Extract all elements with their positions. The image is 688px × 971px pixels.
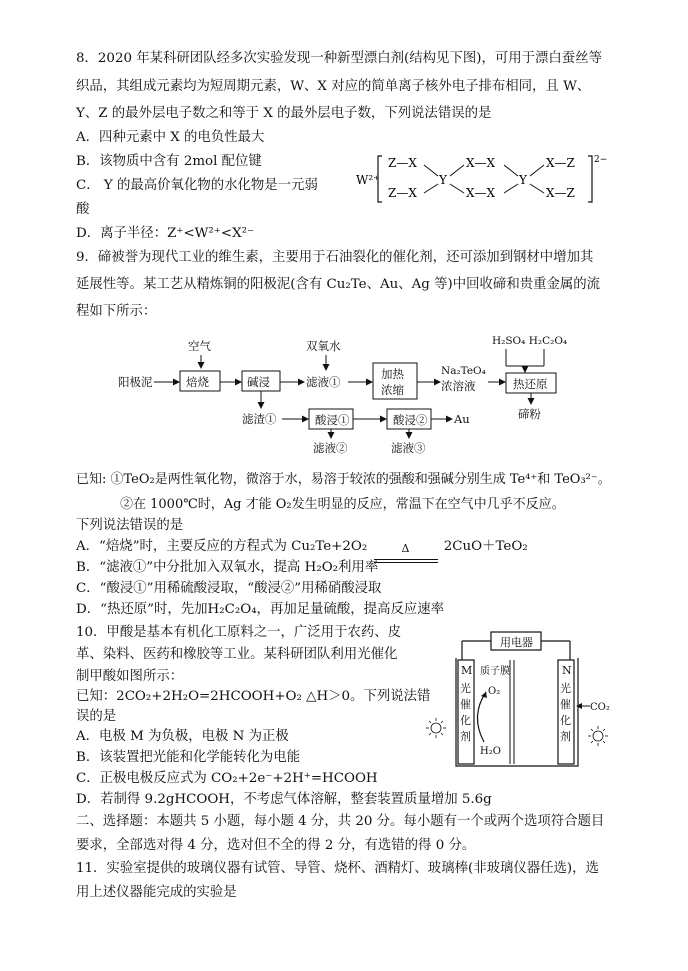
co2-label: CO₂ <box>590 702 610 713</box>
n-char-3: 化 <box>560 714 571 727</box>
struct-mid-top: X—X <box>466 156 496 170</box>
flow-au: Au <box>454 412 470 426</box>
q10-option-c: C．正极电极反应式为 CO₂+2e⁻+2H⁺=HCOOH <box>76 771 378 786</box>
electrode-m-label: M <box>461 664 473 677</box>
q9-option-b: B．“滤液①”中分批加入双氧水，提高 H₂O₂利用率 <box>76 560 379 575</box>
m-char-3: 化 <box>460 714 471 727</box>
q8-option-c-cont: 酸 <box>76 202 90 217</box>
q8-structure-diagram <box>352 150 622 212</box>
q9-option-a <box>76 537 528 557</box>
flow-air: 空气 <box>188 339 211 353</box>
flow-conc-solution: 浓溶液 <box>441 379 476 393</box>
q8-line1: 8．2020 年某科研团队经多次实验发现一种新型漂白剂(结构见下图)，可用于漂白蚕丝等 <box>76 51 602 66</box>
struct-charge: 2− <box>594 155 608 165</box>
h2o-label: H₂O <box>480 746 501 757</box>
struct-left-bottom: Z—X <box>388 186 417 200</box>
flow-heat-2: 浓缩 <box>381 383 404 397</box>
q10-device-diagram <box>418 624 618 774</box>
q10-line5: 误的是 <box>76 709 117 724</box>
flow-te-powder: 碲粉 <box>518 407 541 421</box>
appliance-label: 用电器 <box>500 636 533 649</box>
flow-roast: 焙烧 <box>186 375 209 389</box>
q8-line2: 织品，其组成元素均为短周期元素，W、X 对应的简单离子核外电子排布相同，且 W、 <box>76 79 591 94</box>
flow-anode-mud: 阳极泥 <box>118 375 153 389</box>
flow-heat-1: 加热 <box>381 367 404 381</box>
q9-known2: ②在 1000℃时，Ag 才能 O₂发生明显的反应，常温下在空气中几乎不反应。 <box>120 497 565 512</box>
q8-option-b: B．该物质中含有 2mol 配位键 <box>76 154 262 169</box>
n-char-4: 剂 <box>560 730 571 743</box>
flow-reagents: H₂SO₄ H₂C₂O₄ <box>492 335 568 347</box>
struct-y-right: Y <box>519 173 527 187</box>
q10-option-a: A．电极 M 为负极，电极 N 为正极 <box>76 729 289 744</box>
flow-alkali-leach: 碱浸 <box>247 375 270 389</box>
struct-mid-bottom: X—X <box>466 186 496 200</box>
q11-line2: 用上述仪器能完成的实验是 <box>76 885 237 900</box>
q10-option-b: B．该装置把光能和化学能转化为电能 <box>76 750 301 765</box>
flow-filtrate2: 滤液② <box>313 441 348 455</box>
flow-acid-leach2: 酸浸② <box>393 413 428 427</box>
o2-label: O₂ <box>488 686 501 697</box>
flow-na2teo4: Na₂TeO₄ <box>441 365 486 377</box>
delta-symbol: Δ <box>401 542 410 555</box>
q8-line3: Y、Z 的最外层电子数之和等于 X 的最外层电子数，下列说法错误的是 <box>76 106 492 121</box>
m-char-1: 光 <box>460 682 471 695</box>
q10-line4: 已知：2CO₂+2H₂O=2HCOOH+O₂ △H＞0。下列说法错 <box>76 689 431 704</box>
q10-line2: 革、染料、医药和橡胶等工业。某科研团队利用光催化 <box>76 647 398 662</box>
q9-option-c: C．“酸浸①”用稀硫酸浸取，“酸浸②”用稀硝酸浸取 <box>76 581 382 596</box>
section2-line1: 二、选择题：本题共 5 小题，每小题 4 分，共 20 分。每小题有一个或两个选项符合题目 <box>76 814 605 829</box>
n-char-1: 光 <box>560 682 571 695</box>
flow-filtrate3: 滤液③ <box>391 441 426 455</box>
q10-line1: 10．甲酸是基本有机化工原料之一，广泛用于农药、皮 <box>76 625 402 640</box>
q8-option-d: D．离子半径：Z⁺<W²⁺<X²⁻ <box>76 226 255 241</box>
flow-hot-reduce: 热还原 <box>513 377 548 391</box>
q11-line1: 11．实验室提供的玻璃仪器有试管、导管、烧杯、酒精灯、玻璃棒(非玻璃仪器任选)，选 <box>76 861 599 876</box>
q8-option-c: C． Y 的最高价氧化物的水化物是一元弱 <box>76 178 318 193</box>
q10-option-d: D．若制得 9.2gHCOOH，不考虑气体溶解，整套装置质量增加 5.6g <box>76 792 492 807</box>
q9-option-a-pre: A．“焙烧”时，主要反应的方程式为 Cu₂Te+2O₂ <box>76 539 368 554</box>
flow-filtrate1: 滤液① <box>306 375 341 389</box>
m-char-4: 剂 <box>460 730 471 743</box>
cation-label: W²⁺ <box>356 173 380 187</box>
m-char-2: 催 <box>460 698 471 711</box>
q9-line1: 9．碲被誉为现代工业的维生素，主要用于石油裂化的催化剂，还可添加到钢材中增加其 <box>76 250 594 265</box>
section2-line2: 要求，全部选对得 4 分，选对但不全的得 2 分，有选错的得 0 分。 <box>76 838 476 853</box>
struct-left-top: Z—X <box>388 156 417 170</box>
flow-h2o2: 双氧水 <box>306 339 341 353</box>
struct-y-left: Y <box>439 173 447 187</box>
q9-option-a-post: 2CuO＋TeO₂ <box>443 539 528 554</box>
sun-icon-right <box>588 726 608 746</box>
q9-flowchart <box>108 328 588 458</box>
n-char-2: 催 <box>560 698 571 711</box>
q9-line2: 延展性等。某工艺从精炼铜的阳极泥(含有 Cu₂Te、Au、Ag 等)中回收碲和贵重金属的流 <box>76 277 601 292</box>
flow-acid-leach1: 酸浸① <box>315 413 350 427</box>
q9-line3: 程如下所示： <box>76 304 157 319</box>
membrane-label: 质子膜 <box>480 666 510 677</box>
q9-known1: 已知: ①TeO₂是两性氧化物，微溶于水，易溶于较浓的强酸和强碱分别生成 Te⁴⁺和 TeO₃²⁻。 <box>76 472 611 487</box>
q9-option-d: D．“热还原”时，先加H₂C₂O₄，再加足量硫酸，提高反应速率 <box>76 602 445 617</box>
sun-icon-left <box>426 718 446 738</box>
q8-option-a: A．四种元素中 X 的电负性最大 <box>76 130 265 145</box>
q10-line3: 制甲酸如图所示： <box>76 669 184 684</box>
struct-right-bottom: X—Z <box>546 186 575 200</box>
electrode-n-label: N <box>562 664 572 677</box>
q9-question: 下列说法错误的是 <box>76 518 184 533</box>
flow-residue1: 滤渣① <box>242 412 277 426</box>
struct-right-top: X—Z <box>546 156 575 170</box>
